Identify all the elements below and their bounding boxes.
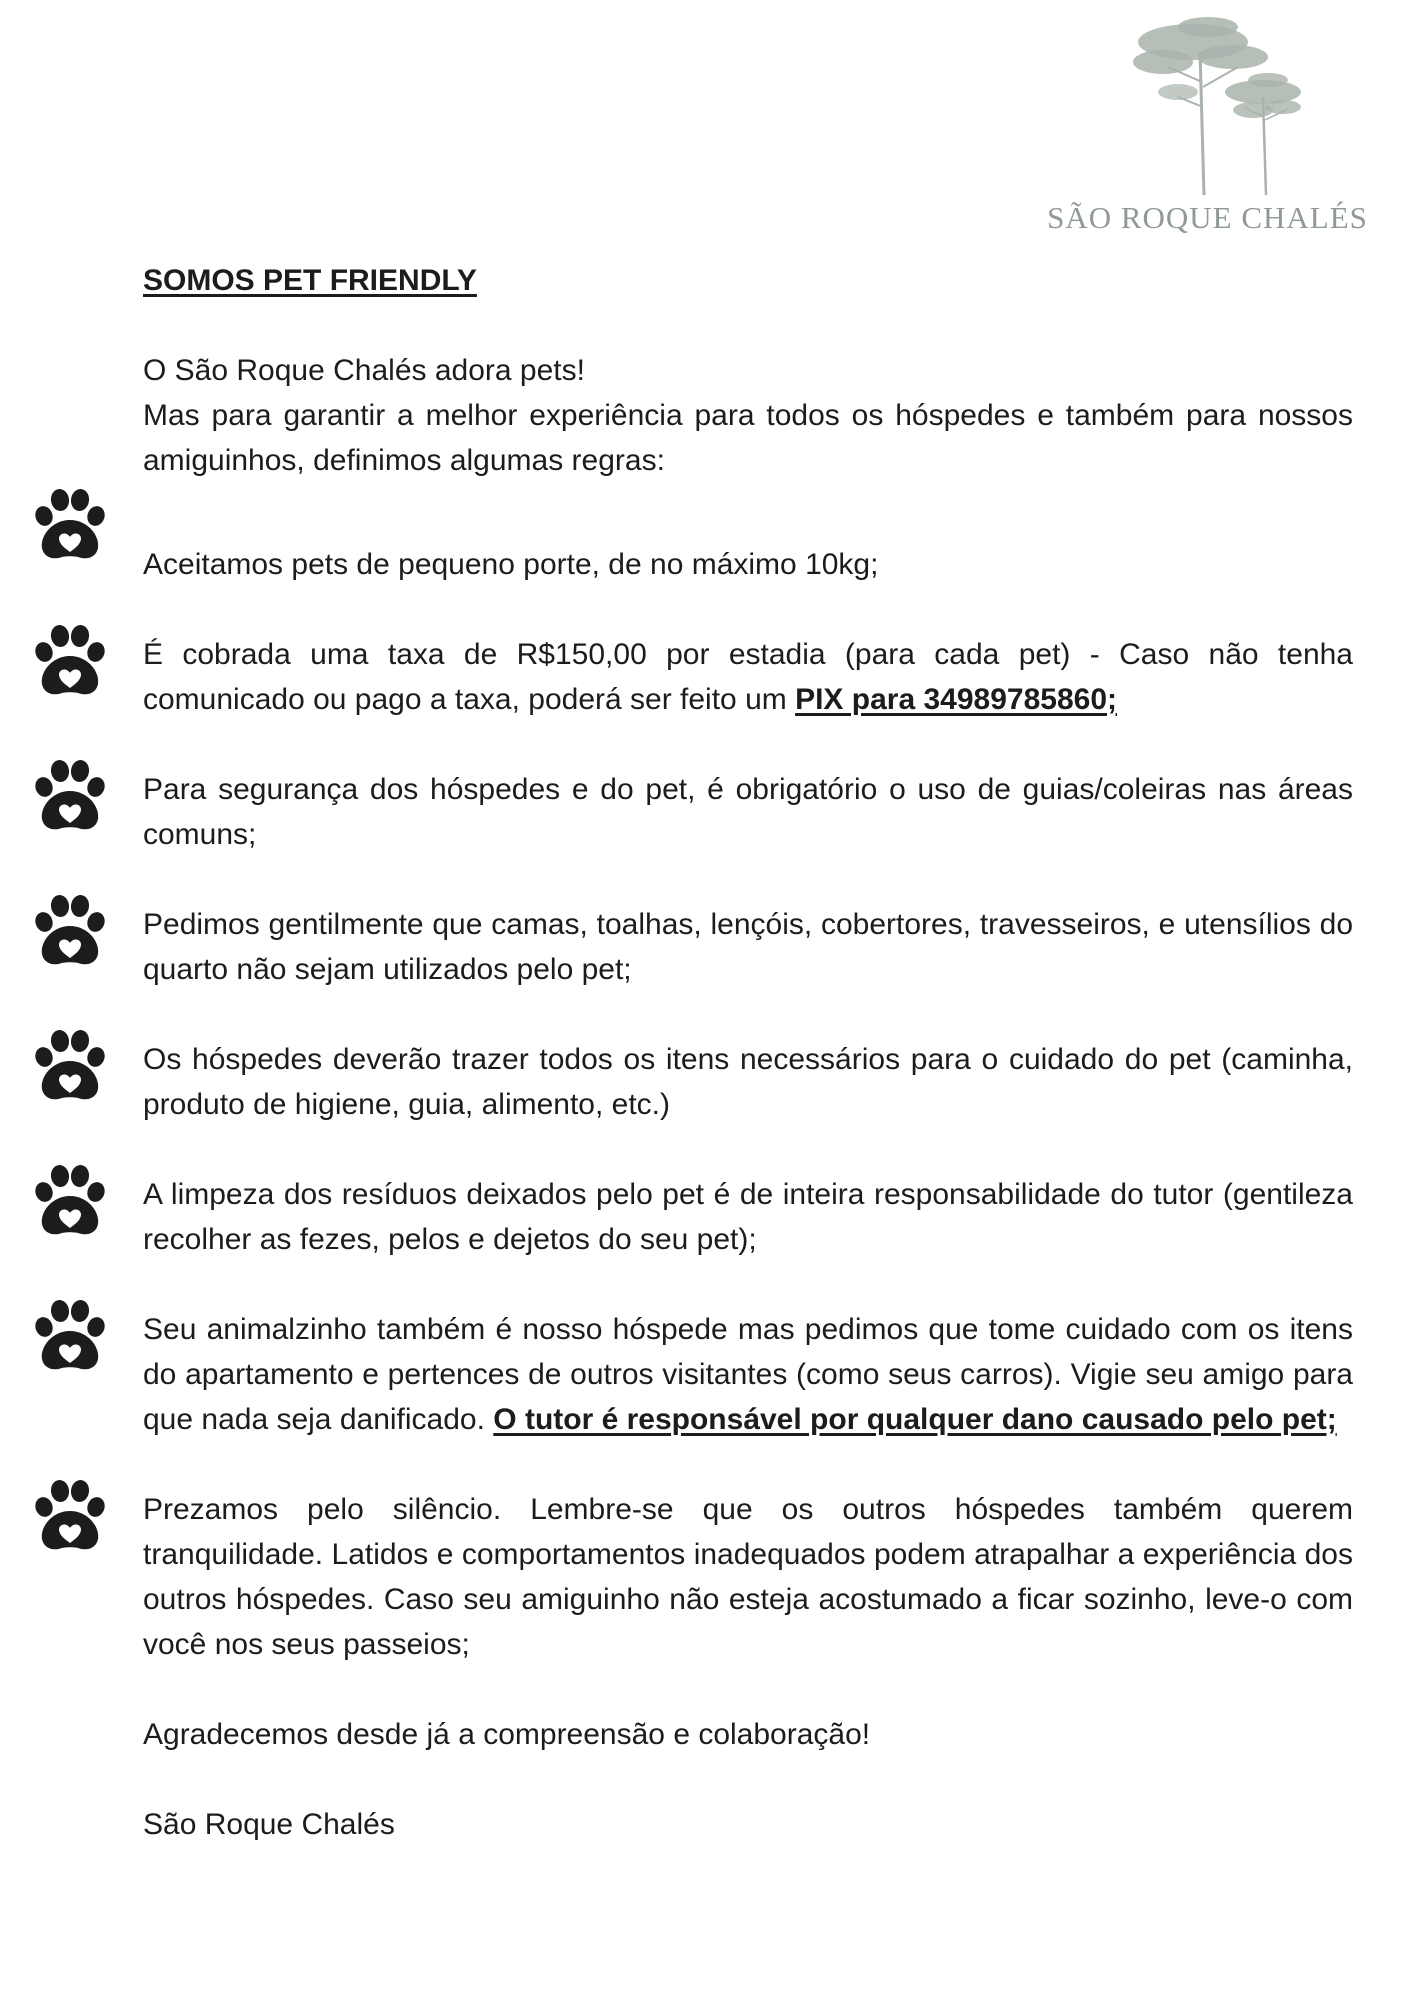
paw-heart-icon <box>30 892 110 972</box>
paw-heart-icon <box>30 486 110 566</box>
paw-heart-icon <box>30 1477 110 1557</box>
document-body <box>143 258 1353 1847</box>
rule-text: A limpeza dos resíduos deixados pelo pet é de inteira responsabilidade do tutor (gentileza recolher as fezes, pelos e dejetos do seu pet); <box>143 1178 1353 1256</box>
intro <box>143 348 1353 483</box>
rule-item <box>143 1487 1353 1667</box>
intro-paragraph: Mas para garantir a melhor experiência para todos os hóspedes e também para nossos amiguinhos, definimos algumas regras: <box>143 399 1353 477</box>
araucaria-trees-icon <box>1108 12 1308 197</box>
rule-item <box>143 1307 1353 1442</box>
rule-text: Pedimos gentilmente que camas, toalhas, lençóis, cobertores, travesseiros, e utensílios do quarto não sejam utilizados pelo pet; <box>143 908 1353 986</box>
paw-heart-icon <box>30 1297 110 1377</box>
rule-item <box>143 902 1353 992</box>
paw-heart-icon <box>30 1162 110 1242</box>
rule-text: É cobrada uma taxa de R$150,00 por estadia (para cada pet) - Caso não tenha comunicado ou pago a taxa, poderá ser feito um <box>143 638 1353 716</box>
rules-list <box>143 542 1353 1667</box>
paw-heart-icon <box>30 1027 110 1107</box>
rule-text: Aceitamos pets de pequeno porte, de no máximo 10kg; <box>143 548 879 581</box>
paw-heart-icon <box>30 757 110 837</box>
paw-heart-icon <box>30 622 110 702</box>
rule-text: Seu animalzinho também é nosso hóspede mas pedimos que tome cuidado com os itens do apartamento e pertences de outros visitantes (como seus carros). Vigie seu amigo para que nada seja danificado. <box>143 1313 1353 1436</box>
page-title: SOMOS PET FRIENDLY <box>143 264 477 297</box>
rule-item <box>143 1037 1353 1127</box>
closing-text: Agradecemos desde já a compreensão e colaboração! <box>143 1718 871 1751</box>
intro-line: O São Roque Chalés adora pets! <box>143 354 585 387</box>
rule-text: Prezamos pelo silêncio. Lembre-se que os outros hóspedes também querem tranquilidade. Latidos e comportamentos inadequados podem atrapalhar a experiência dos outros hóspedes. Caso seu amiguinho não esteja acostumado a ficar sozinho, leve-o com você nos seus passeios; <box>143 1493 1353 1661</box>
rule-item <box>143 542 1353 587</box>
rule-item <box>143 767 1353 857</box>
rule-item <box>143 632 1353 722</box>
brand-logo <box>1020 12 1395 252</box>
brand-name: SÃO ROQUE CHALÉS <box>1047 200 1368 235</box>
pix-emphasis: PIX para 34989785860; <box>795 683 1117 716</box>
rule-text: Os hóspedes deverão trazer todos os itens necessários para o cuidado do pet (caminha, produto de higiene, guia, alimento, etc.) <box>143 1043 1353 1121</box>
rule-text: Para segurança dos hóspedes e do pet, é obrigatório o uso de guias/coleiras nas áreas comuns; <box>143 773 1353 851</box>
signature: São Roque Chalés <box>143 1808 395 1841</box>
rule-item <box>143 1172 1353 1262</box>
liability-emphasis: O tutor é responsável por qualquer dano causado pelo pet; <box>493 1403 1337 1436</box>
